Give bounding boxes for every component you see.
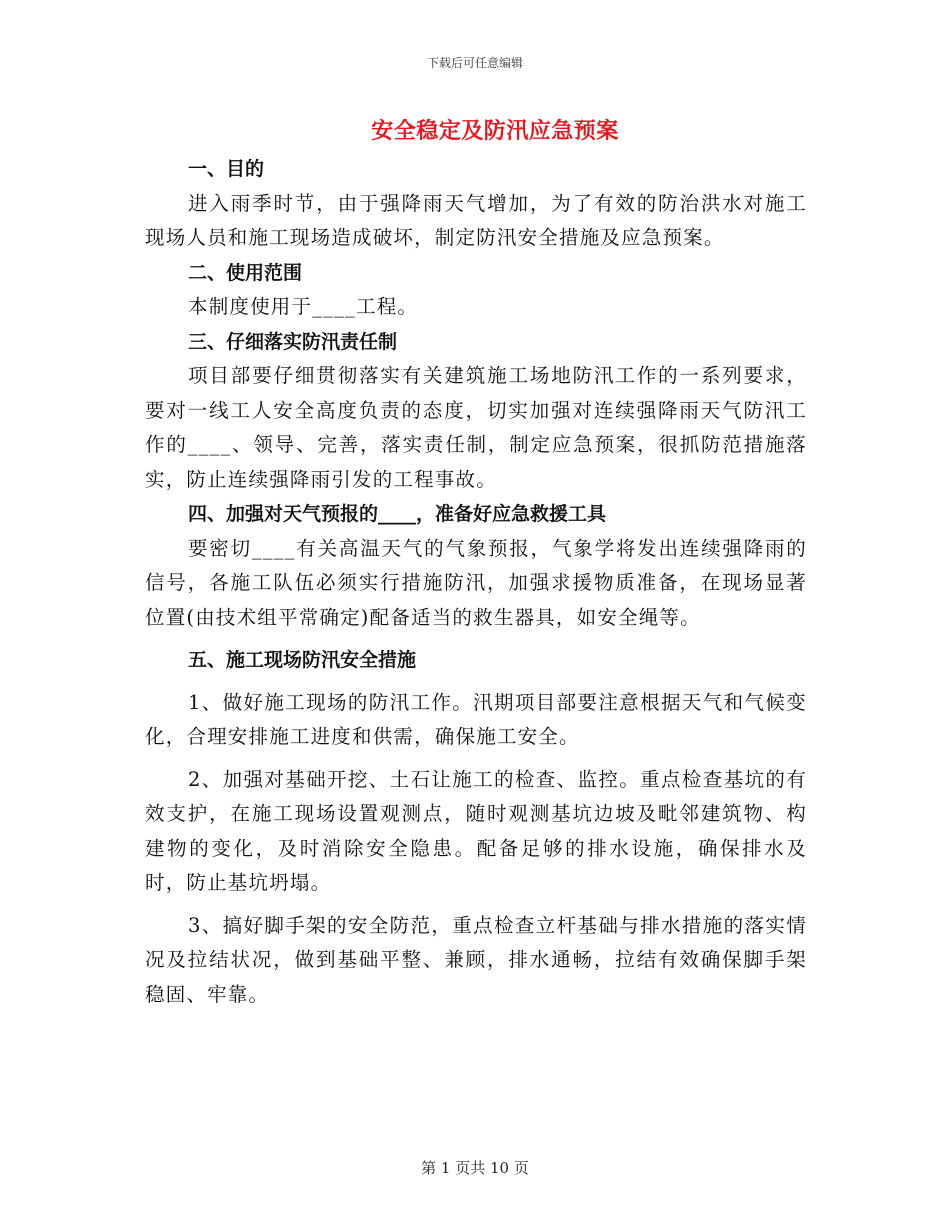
section-heading: 二、使用范围	[188, 261, 303, 284]
section-scope	[145, 256, 807, 325]
section-heading: 三、仔细落实防汛责任制	[188, 330, 398, 353]
section-paragraph: 2、加强对基础开挖、土石让施工的检查、监控。重点检查基坑的有效支护，在施工现场设置观测点，随时观测基坑边坡及毗邻建筑物、构建物的变化，及时消除安全隐患。配备足够的排水设施，确保排水及时，防止基坑坍塌。	[145, 767, 807, 894]
section-heading: 五、施工现场防汛安全措施	[188, 649, 417, 671]
section-heading: 一、目的	[188, 158, 265, 180]
section-forecast	[145, 497, 807, 635]
section-paragraph: 项目部要仔细贯彻落实有关建筑施工场地防汛工作的一系列要求，要对一线工人安全高度负责的态度，切实加强对连续强降雨天气防汛工作的____、领导、完善，落实责任制，制定应急预案，很抓防范措施落实，防止连续强降雨引发的工程事故。	[145, 364, 807, 491]
page-indicator: 第 1 页共 10 页	[421, 1159, 529, 1177]
section-site-measures	[145, 643, 807, 1012]
section-heading: 四、加强对天气预报的____，准备好应急救援工具	[188, 503, 607, 525]
document-body	[145, 152, 807, 1012]
section-paragraph: 本制度使用于____工程。	[188, 295, 419, 318]
section-paragraph: 1、做好施工现场的防汛工作。汛期项目部要注意根据天气和气候变化，合理安排施工进度和供需，确保施工安全。	[145, 690, 807, 748]
section-paragraph: 3、搞好脚手架的安全防范，重点检查立杆基础与排水措施的落实情况及拉结状况，做到基础平整、兼顾，排水通畅，拉结有效确保脚手架稳固、牢靠。	[145, 913, 807, 1006]
document-title: 安全稳定及防汛应急预案	[371, 118, 619, 144]
header-note: 下载后可任意编辑	[426, 56, 523, 70]
section-responsibility	[145, 325, 807, 498]
section-paragraph: 进入雨季时节，由于强降雨天气增加，为了有效的防治洪水对施工现场人员和施工现场造成破坏，制定防汛安全措施及应急预案。	[145, 191, 807, 249]
section-paragraph: 要密切____有关高温天气的气象预报，气象学将发出连续强降雨的信号，各施工队伍必须实行措施防汛，加强求援物质准备，在现场显著位置(由技术组平常确定)配备适当的救生器具，如安全绳等。	[145, 536, 807, 629]
section-purpose	[145, 152, 807, 256]
